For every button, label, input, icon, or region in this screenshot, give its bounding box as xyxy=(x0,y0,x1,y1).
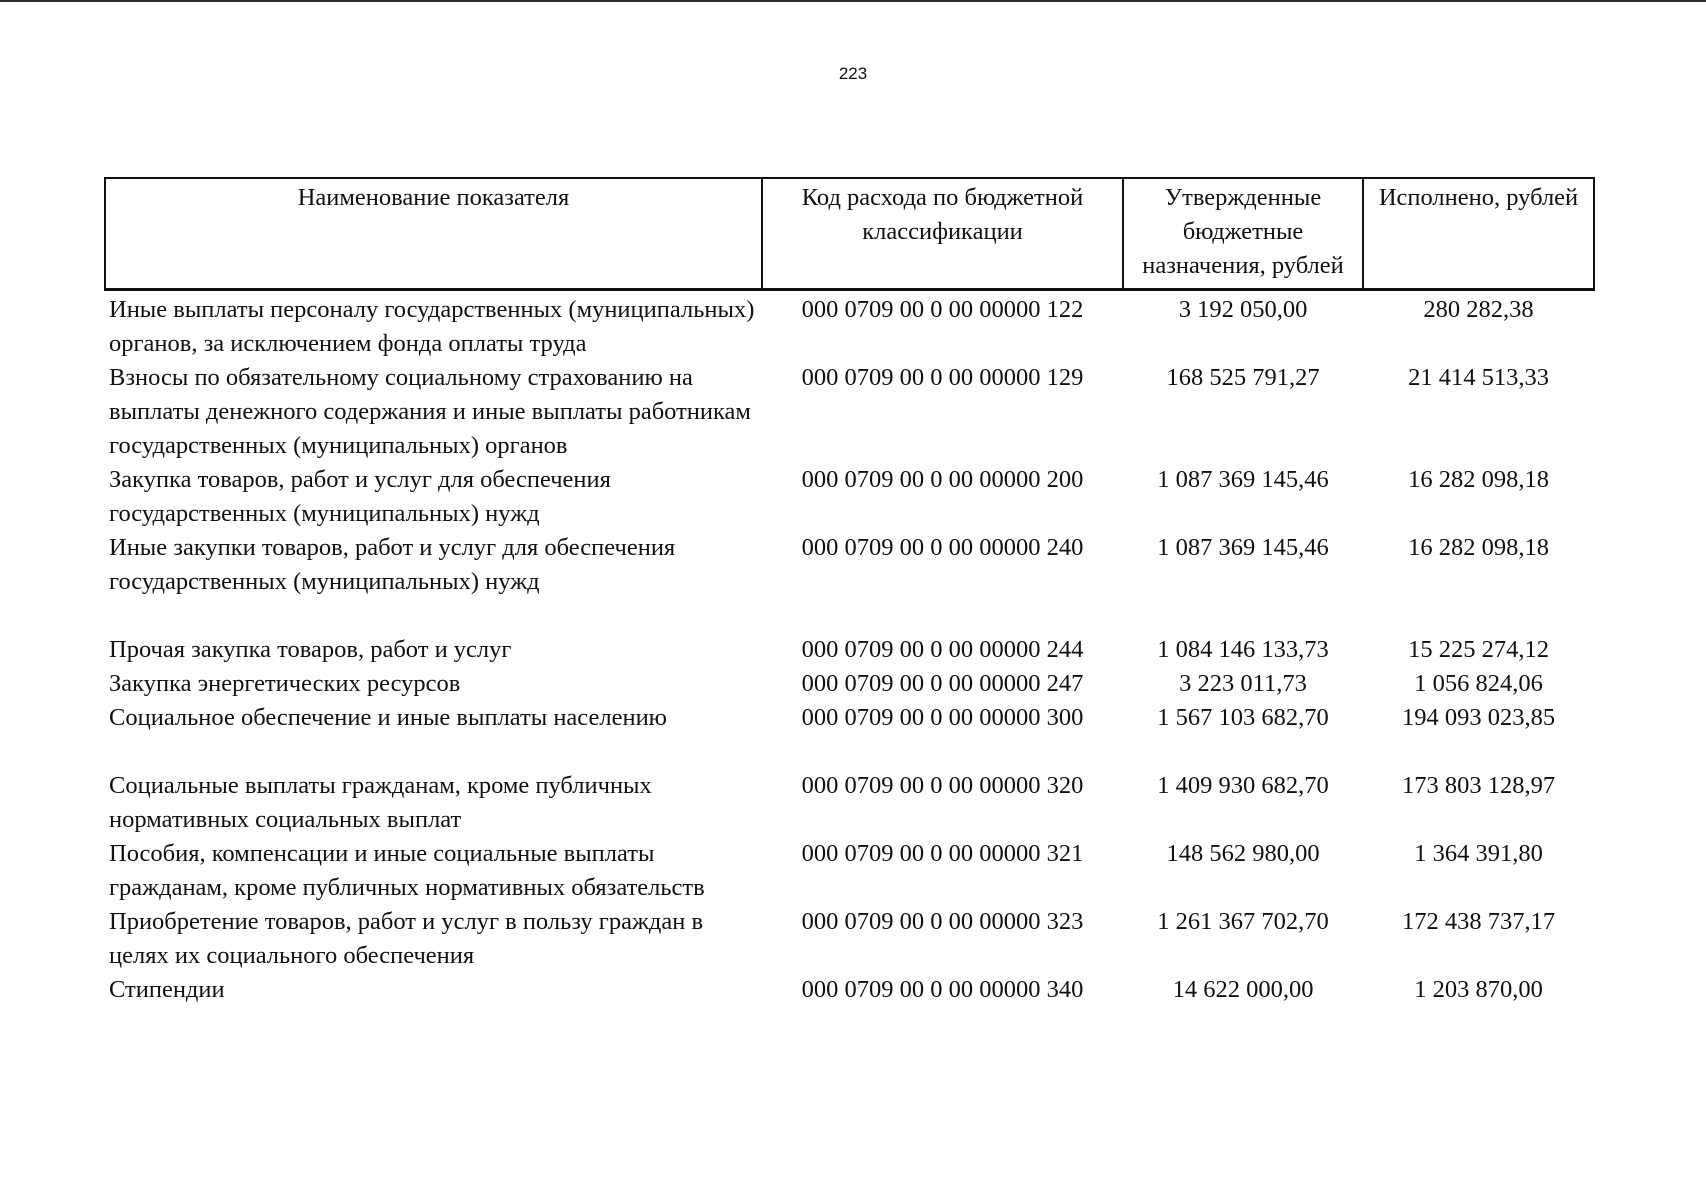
row-code: 000 0709 00 0 00 00000 240 xyxy=(801,534,1084,561)
row-executed: 280 282,38 xyxy=(1423,296,1534,323)
row-code: 000 0709 00 0 00 00000 323 xyxy=(801,908,1084,935)
row-code: 000 0709 00 0 00 00000 247 xyxy=(801,670,1084,697)
row-executed: 1 364 391,80 xyxy=(1414,840,1543,867)
table-body xyxy=(105,290,1594,1008)
row-executed: 15 225 274,12 xyxy=(1408,636,1549,663)
row-executed: 1 203 870,00 xyxy=(1414,976,1543,1003)
row-executed: 1 056 824,06 xyxy=(1414,670,1543,697)
row-name: Социальное обеспечение и иные выплаты населению xyxy=(109,704,667,731)
row-approved: 1 261 367 702,70 xyxy=(1157,908,1329,935)
row-approved: 1 084 146 133,73 xyxy=(1157,636,1329,663)
row-approved: 14 622 000,00 xyxy=(1172,976,1314,1003)
row-code: 000 0709 00 0 00 00000 321 xyxy=(801,840,1084,867)
row-executed: 173 803 128,97 xyxy=(1401,772,1556,799)
row-name: Иные закупки товаров, работ и услуг для обеспечения государственных (муниципальных) нужд xyxy=(109,534,676,595)
row-approved: 3 223 011,73 xyxy=(1179,670,1307,697)
row-approved: 1 087 369 145,46 xyxy=(1157,534,1329,561)
table-row xyxy=(105,667,1594,701)
row-code: 000 0709 00 0 00 00000 129 xyxy=(801,364,1084,391)
table-row xyxy=(105,769,1594,837)
header-name: Наименование показателя xyxy=(105,178,762,290)
table-row xyxy=(105,701,1594,769)
table-row xyxy=(105,837,1594,905)
row-executed: 16 282 098,18 xyxy=(1408,466,1549,493)
row-code: 000 0709 00 0 00 00000 320 xyxy=(801,772,1084,799)
table-header xyxy=(105,178,1594,290)
row-approved: 3 192 050,00 xyxy=(1178,296,1308,323)
row-name: Взносы по обязательному социальному страхованию на выплаты денежного содержания и иные выплаты работникам государственных (муниципальных) органов xyxy=(109,364,751,459)
row-approved: 148 562 980,00 xyxy=(1166,840,1320,867)
table-row xyxy=(105,290,1594,362)
table-row xyxy=(105,973,1594,1007)
row-name: Стипендии xyxy=(109,976,225,1003)
row-name: Закупка товаров, работ и услуг для обеспечения государственных (муниципальных) нужд xyxy=(109,466,611,527)
row-code: 000 0709 00 0 00 00000 200 xyxy=(801,466,1084,493)
header-code: Код расхода по бюджетной классификации xyxy=(762,178,1123,290)
row-code: 000 0709 00 0 00 00000 122 xyxy=(801,296,1084,323)
row-code: 000 0709 00 0 00 00000 340 xyxy=(801,976,1084,1003)
row-code: 000 0709 00 0 00 00000 300 xyxy=(801,704,1084,731)
table-row xyxy=(105,905,1594,973)
row-approved: 1 409 930 682,70 xyxy=(1157,772,1329,799)
row-approved: 1 087 369 145,46 xyxy=(1157,466,1329,493)
scan-edge-line xyxy=(0,0,1706,2)
row-executed: 172 438 737,17 xyxy=(1401,908,1556,935)
row-approved: 1 567 103 682,70 xyxy=(1157,704,1329,731)
table-row xyxy=(105,361,1594,463)
row-executed: 21 414 513,33 xyxy=(1408,364,1549,391)
row-name: Пособия, компенсации и иные социальные выплаты гражданам, кроме публичных нормативных обязательств xyxy=(109,840,705,901)
row-name: Иные выплаты персоналу государственных (муниципальных) органов, за исключением фонда оплаты труда xyxy=(109,296,755,357)
row-executed: 16 282 098,18 xyxy=(1408,534,1549,561)
page-number: 223 xyxy=(838,64,868,83)
table-row xyxy=(105,463,1594,531)
row-executed: 194 093 023,85 xyxy=(1401,704,1556,731)
budget-execution-table xyxy=(104,177,1595,1007)
header-approved: Утвержденные бюджетные назначения, рублей xyxy=(1123,178,1363,290)
row-name: Приобретение товаров, работ и услуг в пользу граждан в целях их социального обеспечения xyxy=(109,908,704,969)
row-approved: 168 525 791,27 xyxy=(1166,364,1320,391)
header-executed: Исполнено, рублей xyxy=(1363,178,1594,290)
row-name: Закупка энергетических ресурсов xyxy=(109,670,461,697)
table-row xyxy=(105,633,1594,667)
row-name: Социальные выплаты гражданам, кроме публичных нормативных социальных выплат xyxy=(109,772,652,833)
row-name: Прочая закупка товаров, работ и услуг xyxy=(109,636,512,663)
row-code: 000 0709 00 0 00 00000 244 xyxy=(801,636,1084,663)
table-header-row xyxy=(105,178,1594,290)
budget-table-container xyxy=(104,177,1593,1007)
table-row xyxy=(105,531,1594,633)
